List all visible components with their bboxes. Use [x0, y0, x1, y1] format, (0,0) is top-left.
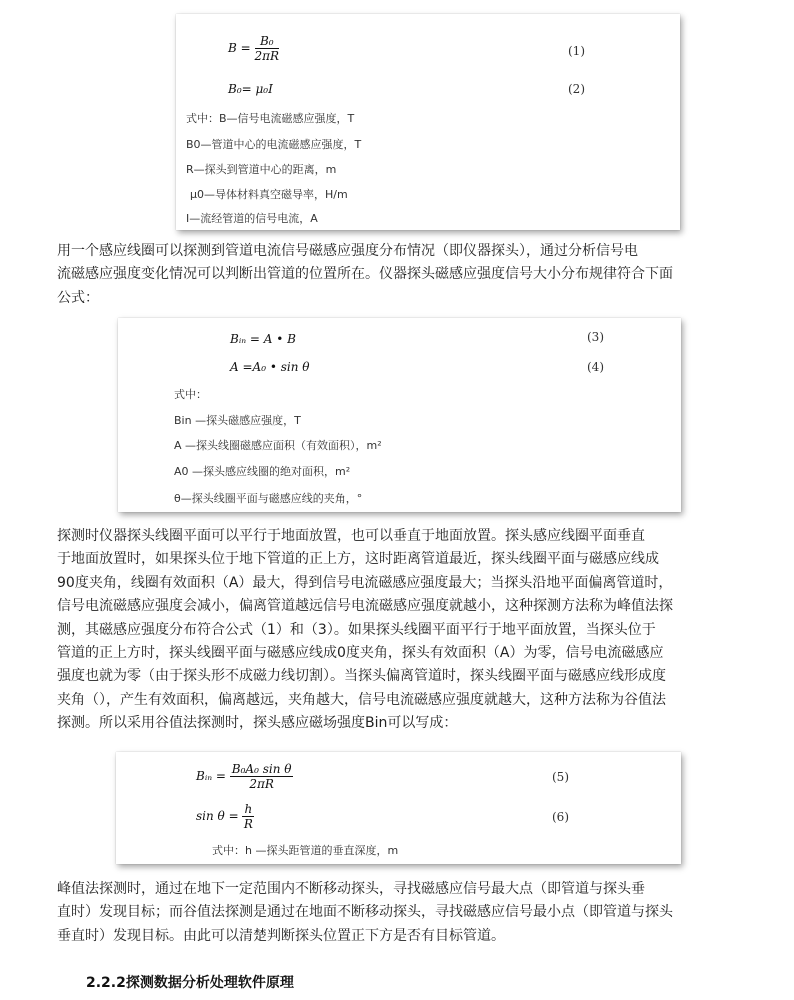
- text-line: 用一个感应线圈可以探测到管道电流信号磁感应强度分布情况（即仪器探头），通过分析信号电: [57, 243, 638, 259]
- fraction: $\frac{h}{R}$: [243, 802, 253, 831]
- equation-6: sin θ = $\frac{h}{R}$: [196, 802, 253, 831]
- paragraph-3: [57, 878, 747, 948]
- text-line: 直时）发现目标；而谷值法探测是通过在地面不断移动探头，寻找磁感应信号最小点（即管道与探头: [57, 904, 673, 921]
- equation-number-4: (4): [587, 360, 604, 374]
- box1-line: I—流经管道的信号电流，A: [186, 212, 318, 225]
- equation-4: A =A₀ • sin θ: [230, 360, 310, 374]
- text-line: 于地面放置时，如果探头位于地下管道的正上方，这时距离管道最近，探头线圈平面与磁感应线成: [57, 551, 659, 568]
- equation-number-3: (3): [587, 330, 604, 344]
- text-line: 流磁感应强度变化情况可以判断出管道的位置所在。仪器探头磁感应强度信号大小分布规律符合下面: [57, 266, 673, 283]
- equation-5: Bᵢₙ = $\frac{\text{B₀A₀ sin θ}}{2\pi R}$: [196, 762, 292, 791]
- box2-line: θ—探头线圈平面与磁感应线的夹角，°: [174, 492, 363, 505]
- box1-line: R—探头到管道中心的距离，m: [186, 163, 337, 176]
- box1-line: B0—管道中心的电流磁感应强度，T: [186, 138, 362, 151]
- box1-line: 式中：B—信号电流磁感应强度，T: [186, 112, 355, 125]
- text-line: 公式：: [57, 289, 99, 306]
- equation-2: B₀= μ₀I: [228, 82, 273, 96]
- box3-line: 式中：h —探头距管道的垂直深度，m: [212, 844, 399, 857]
- paragraph-2: [57, 525, 747, 736]
- equation-number-6: (6): [552, 810, 569, 824]
- equation-number-1: (1): [568, 44, 585, 58]
- box2-line: Bin —探头磁感应强度，T: [174, 414, 301, 427]
- text-line: 90度夹角，线圈有效面积（A）最大，得到信号电流磁感应强度最大；当探头沿地平面偏离管道时，: [57, 574, 673, 591]
- text-line: 强度也就为零（由于探头形不成磁力线切割）。当探头偏离管道时，探头线圈平面与磁感应线形成度: [57, 668, 666, 685]
- box2-line: A —探头线圈磁感应面积（有效面积），m²: [174, 439, 382, 452]
- equation-number-2: (2): [568, 82, 585, 96]
- text-line: 探测。所以采用谷值法探测时，探头感应磁场强度Bin可以写成：: [57, 715, 458, 732]
- fraction: $\frac{\text{B₀A₀ sin θ}}{2\pi R}$: [231, 762, 292, 791]
- text-line: 管道的正上方时，探头线圈平面与磁感应线成0度夹角，探头有效面积（A）为零，信号电流磁感应: [57, 644, 664, 661]
- box1-line: μ0—导体材料真空磁导率，H/m: [190, 188, 348, 201]
- fraction: $\frac{\text{B₀}}{2\pi R}$: [254, 34, 280, 63]
- box2-line: 式中：: [174, 388, 207, 401]
- paragraph-1: [57, 240, 747, 310]
- formula-box-1: [176, 14, 680, 230]
- formula-box-3: [116, 752, 681, 864]
- equation-number-5: (5): [552, 770, 569, 784]
- box2-line: A0 —探头感应线圈的绝对面积，m²: [174, 465, 351, 478]
- text-line: 垂直时）发现目标。由此可以清楚判断探头位置正下方是否有目标管道。: [57, 927, 505, 944]
- section-heading: 2.2.2探测数据分析处理软件原理: [86, 975, 294, 991]
- formula-box-2: [118, 318, 681, 512]
- text-line: 信号电流磁感应强度会减小，偏离管道越远信号电流磁感应强度就越小，这种探测方法称为峰值法探: [57, 598, 673, 615]
- text-line: 探测时仪器探头线圈平面可以平行于地面放置，也可以垂直于地面放置。探头感应线圈平面垂直: [57, 528, 645, 544]
- equation-1: B = $\frac{\text{B₀}}{2\pi R}$: [228, 34, 280, 63]
- text-line: 峰值法探测时，通过在地下一定范围内不断移动探头，寻找磁感应信号最大点（即管道与探头垂: [57, 881, 645, 897]
- equation-3: Bᵢₙ = A • B: [230, 332, 296, 346]
- text-line: 夹角（），产生有效面积，偏离越远，夹角越大，信号电流磁感应强度就越大，这种方法称为谷值法: [57, 691, 666, 708]
- text-line: 测，其磁感应强度分布符合公式（1）和（3）。如果探头线圈平面平行于地平面放置，当探头位于: [57, 621, 656, 638]
